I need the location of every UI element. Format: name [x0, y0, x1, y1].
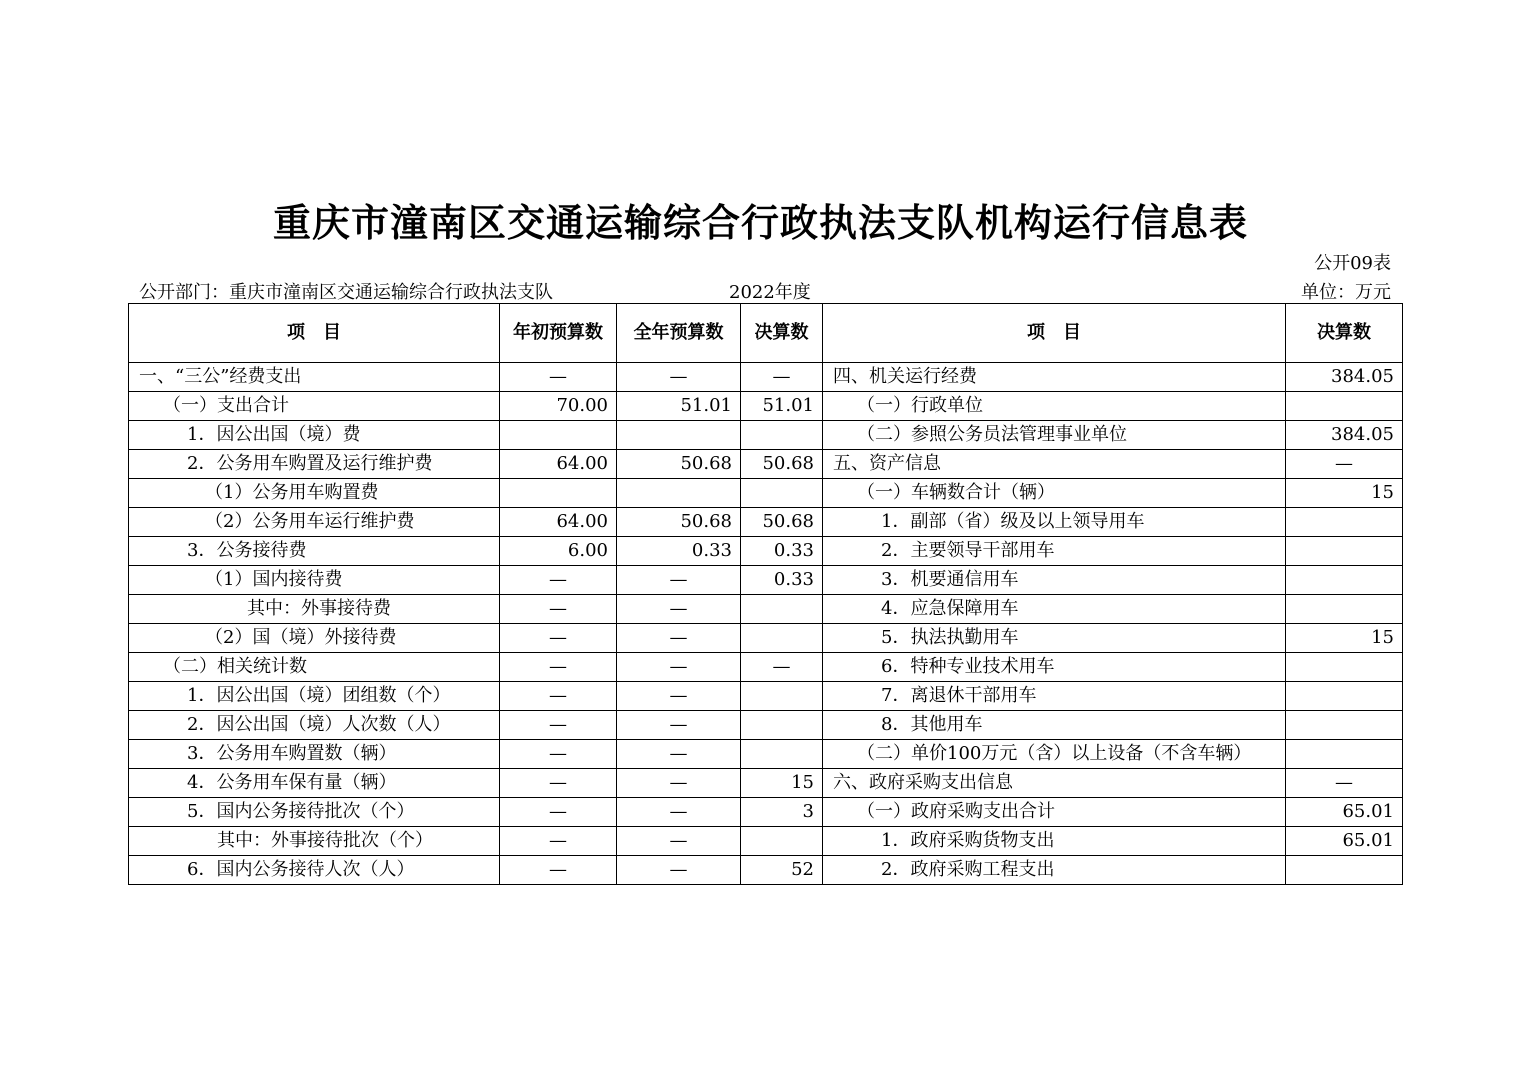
right-item-cell: 4．应急保障用车: [823, 595, 1286, 624]
right-item-cell: 5．执法执勤用车: [823, 624, 1286, 653]
final-right-cell: 384.05: [1286, 363, 1403, 392]
page-title: 重庆市潼南区交通运输综合行政执法支队机构运行信息表: [272, 201, 1248, 245]
left-item-cell: （1）国内接待费: [129, 566, 500, 595]
final-right-cell: [1286, 653, 1403, 682]
table-row: [129, 508, 1403, 537]
full-year-budget-cell: —: [617, 798, 741, 827]
table-row: [129, 682, 1403, 711]
left-item-cell: （一）支出合计: [129, 392, 500, 421]
final-right-cell: 384.05: [1286, 421, 1403, 450]
final-left-cell: 0.33: [741, 537, 823, 566]
left-item-cell: 其中：外事接待批次（个）: [129, 827, 500, 856]
full-year-budget-cell: —: [617, 363, 741, 392]
full-year-budget-cell: —: [617, 856, 741, 885]
initial-budget-cell: [500, 479, 617, 508]
table-row: [129, 856, 1403, 885]
initial-budget-cell: —: [500, 363, 617, 392]
final-left-cell: 3: [741, 798, 823, 827]
final-right-cell: 15: [1286, 624, 1403, 653]
right-item-cell: 7．离退休干部用车: [823, 682, 1286, 711]
right-item-cell: 2．政府采购工程支出: [823, 856, 1286, 885]
header-final-left: 决算数: [741, 304, 823, 363]
table-body: [129, 363, 1403, 885]
final-left-cell: 52: [741, 856, 823, 885]
initial-budget-cell: —: [500, 624, 617, 653]
right-item-cell: 6．特种专业技术用车: [823, 653, 1286, 682]
final-left-cell: [741, 740, 823, 769]
left-item-cell: （2）公务用车运行维护费: [129, 508, 500, 537]
right-item-cell: 1．政府采购货物支出: [823, 827, 1286, 856]
final-right-cell: [1286, 711, 1403, 740]
initial-budget-cell: —: [500, 740, 617, 769]
final-right-cell: —: [1286, 769, 1403, 798]
header-item-right: 项 目: [823, 304, 1286, 363]
right-item-cell: 1．副部（省）级及以上领导用车: [823, 508, 1286, 537]
header-full-year-budget: 全年预算数: [617, 304, 741, 363]
initial-budget-cell: —: [500, 827, 617, 856]
final-left-cell: [741, 421, 823, 450]
final-right-cell: [1286, 537, 1403, 566]
table-row: [129, 595, 1403, 624]
left-item-cell: 3．公务接待费: [129, 537, 500, 566]
left-item-cell: 1．因公出国（境）费: [129, 421, 500, 450]
final-left-cell: 15: [741, 769, 823, 798]
initial-budget-cell: 6.00: [500, 537, 617, 566]
initial-budget-cell: 70.00: [500, 392, 617, 421]
left-item-cell: 1．因公出国（境）团组数（个）: [129, 682, 500, 711]
left-item-cell: 2．公务用车购置及运行维护费: [129, 450, 500, 479]
table-row: [129, 798, 1403, 827]
initial-budget-cell: —: [500, 595, 617, 624]
initial-budget-cell: 64.00: [500, 508, 617, 537]
final-left-cell: [741, 479, 823, 508]
full-year-budget-cell: —: [617, 566, 741, 595]
table-row: [129, 769, 1403, 798]
full-year-budget-cell: 50.68: [617, 508, 741, 537]
right-item-cell: 六、政府采购支出信息: [823, 769, 1286, 798]
final-right-cell: [1286, 682, 1403, 711]
final-left-cell: 51.01: [741, 392, 823, 421]
final-left-cell: —: [741, 653, 823, 682]
right-item-cell: 2．主要领导干部用车: [823, 537, 1286, 566]
final-right-cell: 65.01: [1286, 827, 1403, 856]
full-year-budget-cell: 51.01: [617, 392, 741, 421]
full-year-budget-cell: 50.68: [617, 450, 741, 479]
final-right-cell: [1286, 740, 1403, 769]
initial-budget-cell: —: [500, 682, 617, 711]
left-item-cell: （二）相关统计数: [129, 653, 500, 682]
right-item-cell: （一）车辆数合计（辆）: [823, 479, 1286, 508]
final-left-cell: 50.68: [741, 450, 823, 479]
unit-label: 单位：万元: [1301, 282, 1391, 303]
final-right-cell: [1286, 566, 1403, 595]
right-item-cell: 8．其他用车: [823, 711, 1286, 740]
table-row: [129, 363, 1403, 392]
left-item-cell: 6．国内公务接待人次（人）: [129, 856, 500, 885]
full-year-budget-cell: —: [617, 740, 741, 769]
final-right-cell: [1286, 856, 1403, 885]
department-label: 公开部门：重庆市潼南区交通运输综合行政执法支队: [139, 282, 553, 303]
form-number: 公开09表: [1314, 253, 1391, 274]
table-row: [129, 421, 1403, 450]
right-item-cell: 四、机关运行经费: [823, 363, 1286, 392]
left-item-cell: 2．因公出国（境）人次数（人）: [129, 711, 500, 740]
full-year-budget-cell: —: [617, 769, 741, 798]
final-left-cell: 50.68: [741, 508, 823, 537]
final-right-cell: [1286, 595, 1403, 624]
left-item-cell: （1）公务用车购置费: [129, 479, 500, 508]
meta-row: [139, 278, 1391, 302]
right-item-cell: （二）参照公务员法管理事业单位: [823, 421, 1286, 450]
table-row: [129, 827, 1403, 856]
table-row: [129, 711, 1403, 740]
final-left-cell: [741, 624, 823, 653]
final-left-cell: [741, 827, 823, 856]
right-item-cell: （二）单价100万元（含）以上设备（不含车辆）: [823, 740, 1286, 769]
initial-budget-cell: —: [500, 566, 617, 595]
right-item-cell: （一）行政单位: [823, 392, 1286, 421]
table-row: [129, 653, 1403, 682]
left-item-cell: 3．公务用车购置数（辆）: [129, 740, 500, 769]
left-item-cell: 其中：外事接待费: [129, 595, 500, 624]
header-row: [129, 304, 1403, 363]
left-item-cell: （2）国（境）外接待费: [129, 624, 500, 653]
full-year-budget-cell: —: [617, 682, 741, 711]
initial-budget-cell: —: [500, 798, 617, 827]
full-year-budget-cell: —: [617, 624, 741, 653]
full-year-budget-cell: —: [617, 653, 741, 682]
left-item-cell: 一、“三公”经费支出: [129, 363, 500, 392]
final-right-cell: 65.01: [1286, 798, 1403, 827]
final-left-cell: —: [741, 363, 823, 392]
table-row: [129, 566, 1403, 595]
header-final-right: 决算数: [1286, 304, 1403, 363]
header-initial-budget: 年初预算数: [500, 304, 617, 363]
initial-budget-cell: —: [500, 653, 617, 682]
final-right-cell: 15: [1286, 479, 1403, 508]
final-right-cell: [1286, 392, 1403, 421]
left-item-cell: 4．公务用车保有量（辆）: [129, 769, 500, 798]
table-row: [129, 740, 1403, 769]
right-item-cell: 3．机要通信用车: [823, 566, 1286, 595]
full-year-budget-cell: —: [617, 827, 741, 856]
final-right-cell: [1286, 508, 1403, 537]
right-item-cell: （一）政府采购支出合计: [823, 798, 1286, 827]
header-item-left: 项 目: [129, 304, 500, 363]
initial-budget-cell: —: [500, 711, 617, 740]
full-year-budget-cell: —: [617, 595, 741, 624]
table-row: [129, 450, 1403, 479]
left-item-cell: 5．国内公务接待批次（个）: [129, 798, 500, 827]
fiscal-year: 2022年度: [729, 282, 811, 303]
full-year-budget-cell: —: [617, 711, 741, 740]
final-left-cell: [741, 711, 823, 740]
final-left-cell: [741, 682, 823, 711]
table-row: [129, 624, 1403, 653]
info-table: [128, 303, 1403, 885]
final-right-cell: —: [1286, 450, 1403, 479]
initial-budget-cell: 64.00: [500, 450, 617, 479]
right-item-cell: 五、资产信息: [823, 450, 1286, 479]
initial-budget-cell: —: [500, 769, 617, 798]
table-row: [129, 392, 1403, 421]
final-left-cell: [741, 595, 823, 624]
full-year-budget-cell: 0.33: [617, 537, 741, 566]
initial-budget-cell: —: [500, 856, 617, 885]
full-year-budget-cell: [617, 421, 741, 450]
initial-budget-cell: [500, 421, 617, 450]
table-row: [129, 537, 1403, 566]
final-left-cell: 0.33: [741, 566, 823, 595]
full-year-budget-cell: [617, 479, 741, 508]
table-row: [129, 479, 1403, 508]
